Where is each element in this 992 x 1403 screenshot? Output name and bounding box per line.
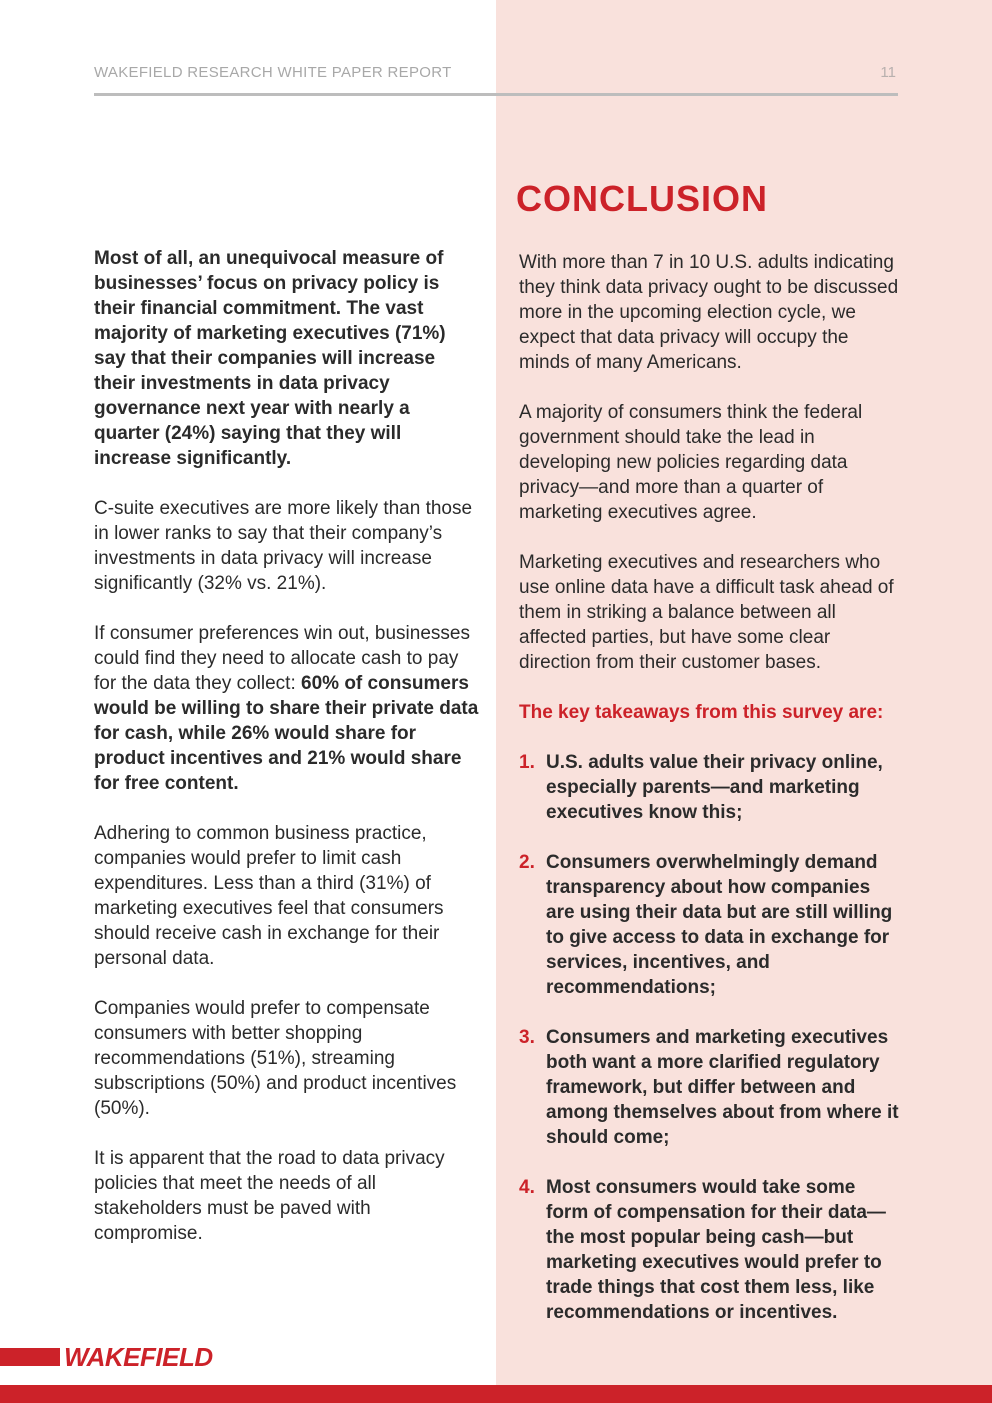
compromise-paragraph: It is apparent that the road to data privacy policies that meet the needs of all stakeholders must be paved with compromise.: [94, 1148, 445, 1244]
page-number: 11: [880, 64, 896, 81]
federal-government-paragraph: A majority of consumers think the federal government should take the lead in developing new policies regarding data privacy—and more than a quarter of marketing executives agree.: [519, 402, 863, 523]
takeaway-text: U.S. adults value their privacy online, especially parents—and marketing executives know this;: [546, 752, 883, 823]
right-column: [519, 250, 901, 1350]
takeaway-item: [519, 1175, 901, 1325]
takeaway-number: 1.: [519, 752, 535, 773]
takeaway-number: 4.: [519, 1177, 535, 1198]
conclusion-title: CONCLUSION: [516, 178, 768, 219]
left-column: [94, 246, 479, 1271]
takeaway-item: [519, 750, 901, 825]
header-divider: [94, 93, 898, 96]
takeaway-item: [519, 1025, 901, 1150]
takeaway-number: 2.: [519, 852, 535, 873]
investment-paragraph: Most of all, an unequivocal measure of businesses’ focus on privacy policy is their financial commitment. The vast majority of marketing executives (71%) say that their companies will increase their investments in data privacy governance next year with nearly a quarter (24%) saying that they will increase significantly.: [94, 248, 446, 469]
logo-accent-bar: [0, 1348, 60, 1366]
consumer-preferences-paragraph: [94, 621, 479, 796]
takeaways-heading: The key takeaways from this survey are:: [519, 702, 884, 723]
compensation-paragraph: Companies would prefer to compensate consumers with better shopping recommendations (51%), streaming subscriptions (50%) and product incentives (50%).: [94, 998, 457, 1119]
takeaway-item: [519, 850, 901, 1000]
balance-paragraph: Marketing executives and researchers who use online data have a difficult task ahead of them in striking a balance between all affected parties, but have some clear direction from their customer bases.: [519, 552, 894, 673]
business-practice-paragraph: Adhering to common business practice, companies would prefer to limit cash expenditures. Less than a third (31%) of marketing executives feel that consumers should receive cash in exchange for their personal data.: [94, 823, 444, 969]
report-header-title: WAKEFIELD RESEARCH WHITE PAPER REPORT: [94, 64, 452, 81]
consumer-preferences-lead: If consumer preferences win out, businesses could find they need to allocate cash to pay for the data they collect:: [94, 623, 470, 694]
election-paragraph: With more than 7 in 10 U.S. adults indicating they think data privacy ought to be discussed more in the upcoming election cycle, we expect that data privacy will occupy the minds of many Americans.: [519, 252, 899, 373]
footer-bar: [0, 1385, 992, 1403]
c-suite-paragraph: C-suite executives are more likely than those in lower ranks to say that their company’s investments in data privacy will increase significantly (32% vs. 21%).: [94, 498, 473, 594]
takeaway-text: Most consumers would take some form of compensation for their data—the most popular being cash—but marketing executives would prefer to trade things that cost them less, like recommendations or incentives.: [546, 1177, 886, 1323]
consumer-preferences-highlight: 60% of consumers would be willing to share their private data for cash, while 26% would share for product incentives and 21% would share for free content.: [94, 673, 479, 794]
wakefield-logo: WAKEFIELD: [64, 1342, 213, 1372]
takeaway-text: Consumers and marketing executives both want a more clarified regulatory framework, but differ between and among themselves about from where it should come;: [546, 1027, 899, 1148]
takeaways-list: [519, 750, 901, 1325]
takeaway-text: Consumers overwhelmingly demand transparency about how companies are using their data but are still willing to give access to data in exchange for services, incentives, and recommendations;: [546, 852, 893, 998]
takeaway-number: 3.: [519, 1027, 535, 1048]
